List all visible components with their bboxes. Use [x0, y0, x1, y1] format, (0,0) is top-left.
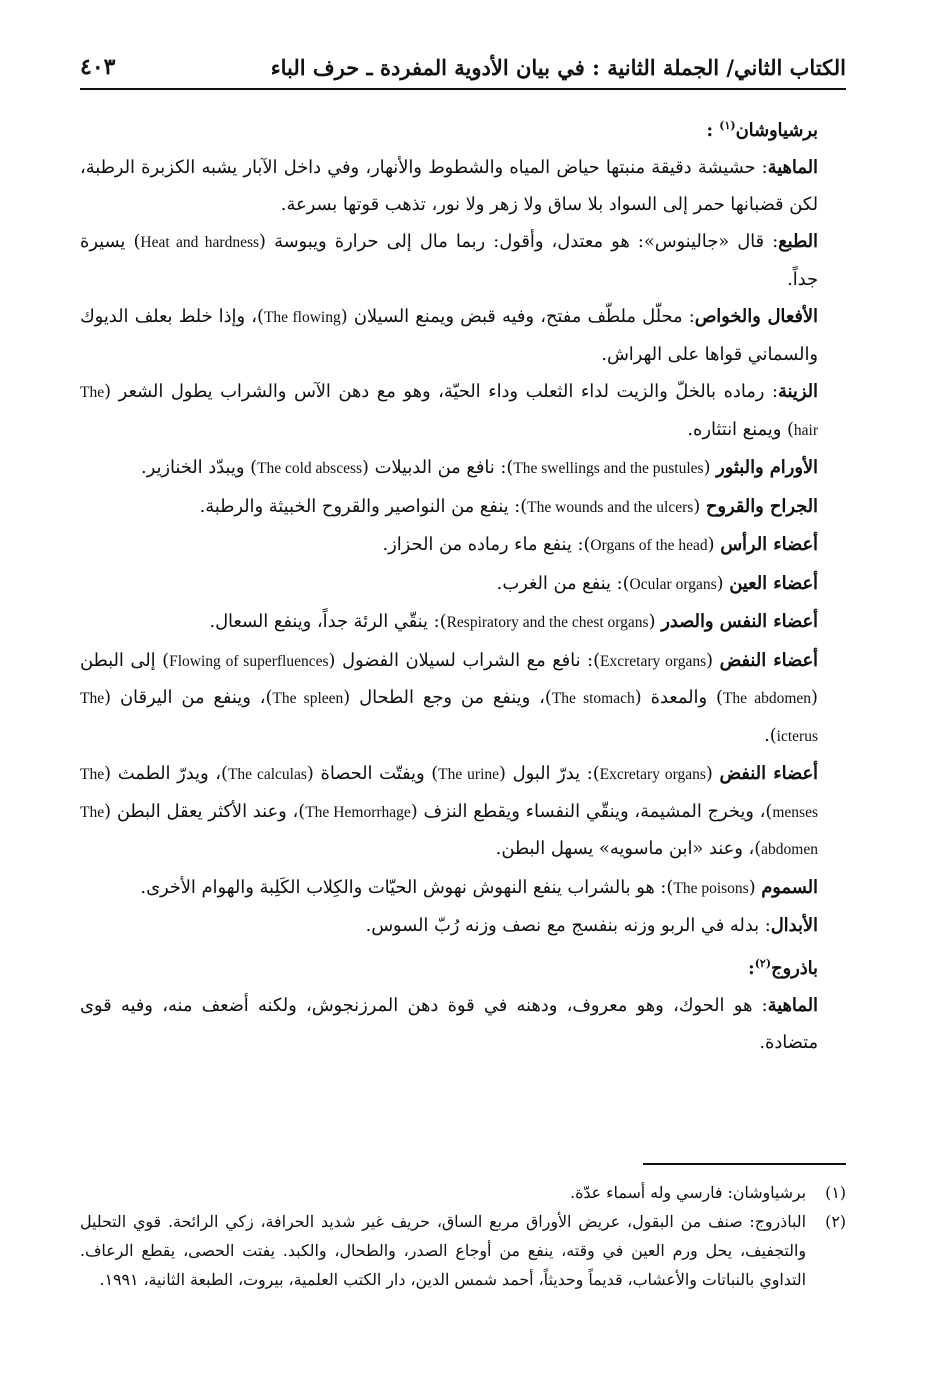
paragraph-text: : محلّل ملطّف مفتح، وفيه قبض ويمنع السيلان (: [340, 306, 695, 328]
paragraph-text: ): ينقّي الرئة جداً، وينفع السعال.: [209, 611, 447, 633]
footnote-2: [80, 1207, 846, 1294]
footnote-number: (٢): [825, 1212, 846, 1231]
english-term: The hair: [80, 384, 818, 439]
paragraph-excretory-2: [80, 756, 846, 869]
footnote-text: برشياوشان: فارسي وله أسماء عدّة.: [570, 1183, 806, 1202]
paragraph-respiratory: [80, 604, 846, 642]
heading-colon: :: [706, 119, 720, 141]
english-term: Ocular organs: [629, 575, 717, 593]
paragraph-text: ) ويبدّد الخنازير.: [141, 457, 258, 479]
english-term: The Hemorrhage: [305, 803, 411, 821]
paragraph-poisons: [80, 870, 846, 908]
paragraph-text: )، وعند «ابن ماسويه» يسهل البطن.: [495, 838, 762, 860]
paragraph-text: (: [705, 763, 720, 785]
section-label: أعضاء العين: [729, 572, 818, 594]
paragraph-text: ): ينفع من النواصير والقروح الخبيثة والرطبة.: [199, 495, 528, 517]
paragraph-text: ): هو بالشراب ينفع النهوش نهوش الحيّات والكِلاب الكَلِبة والهوام الأخرى.: [140, 876, 674, 898]
paragraph-text: ) والمعدة (: [634, 687, 723, 709]
english-term: The abdomen: [80, 803, 818, 859]
paragraph-eye-organs: [80, 566, 846, 604]
page-number: ٤٠٣: [80, 54, 116, 80]
entry-term: باذروج: [771, 957, 818, 979]
paragraph-nature: [80, 150, 846, 223]
paragraph-text: : رماده بالخلّ والزيت لداء الثعلب وداء الحيّة، وهو مع دهن الآس والشراب يطول الشعر (: [104, 381, 778, 403]
section-label: الزينة: [777, 381, 818, 403]
english-term: The abdomen: [722, 690, 812, 708]
entry-heading-barshiyawshan: [80, 108, 846, 149]
paragraph-text: : بدله في الربو وزنه بنفسج مع نصف وزنه رُبّ السوس.: [365, 915, 771, 937]
english-term: Excretary organs: [600, 652, 707, 670]
paragraph-text: )، وعند الأكثر يعقل البطن (: [104, 800, 306, 822]
footnote-ref[interactable]: (١): [719, 119, 736, 132]
paragraph-excretory-1: [80, 643, 846, 756]
paragraph-text: )، وينفع من اليرقان (: [104, 687, 273, 709]
paragraph-text: (: [706, 649, 720, 671]
footnotes: [80, 1178, 846, 1294]
english-term: Flowing of superfluences: [169, 652, 329, 670]
paragraph-text: ).: [764, 724, 777, 746]
section-label: الماهية: [767, 157, 818, 179]
english-term: The menses: [80, 766, 818, 821]
paragraph-text: ): نافع مع الشراب لسيلان الفضول (: [328, 649, 601, 671]
paragraph-text: )، ويخرج المشيمة، وينقّي النفساء ويقطع النزف (: [410, 800, 773, 822]
paragraph-text: ): نافع من الدبيلات (: [362, 457, 514, 479]
paragraph-actions: [80, 299, 846, 373]
paragraph-text: ) يسيرة جداً.: [80, 231, 818, 290]
paragraph-text: )، وينفع من وجع الطحال (: [343, 687, 552, 709]
section-label: الأبدال: [770, 915, 818, 937]
footnote-separator: [643, 1163, 846, 1165]
english-term: The flowing: [263, 309, 341, 327]
footnote-number: (١): [825, 1183, 846, 1202]
paragraph-text: ) ويفتّت الحصاة (: [306, 763, 439, 785]
english-term: Excretary organs: [599, 766, 706, 784]
paragraph-text: : قال «جالينوس»: هو معتدل، وأقول: ربما مال إلى حرارة ويبوسة (: [259, 231, 779, 253]
english-term: The poisons: [673, 879, 749, 897]
english-term: The wounds and the ulcers: [527, 498, 694, 516]
paragraph-text: (: [707, 534, 721, 556]
english-term: Organs of the head: [590, 537, 708, 555]
section-label: الماهية: [767, 995, 818, 1017]
footnote-text: الباذروج: صنف من البقول، عريض الأوراق مربع الساق، حريف غير شديد الحرافة، زكي الرائحة. قوي التحليل والتجفيف، يحل ورم العين في وقته، ينفع من أوجاع الصدر، والطحال، والكبد. يفتت الحصى، يقطع الرعاف. التداوي بالنباتات والأعشاب، قديماً وحديثاً، أحمد شمس الدين، دار الكتب العلمية، بيروت، الطبعة الثانية، ١٩٩١.: [80, 1212, 806, 1289]
running-title: الكتاب الثاني/ الجملة الثانية : في بيان الأدوية المفردة ـ حرف الباء: [270, 55, 846, 80]
section-label: الجراح والقروح: [705, 495, 818, 517]
paragraph-text: (: [716, 572, 730, 594]
paragraph-text: : حشيشة دقيقة منبتها حياض المياه والشطوط والأنهار، وفي داخل الآبار يشبه الكزبرة الرطبة، لكن قضبانها حمر إلى السواد بلا ساق ولا زهر ولا نور، تذهب قوتها بسرعة.: [80, 157, 818, 215]
paragraph-text: )، وإذا خلط بعلف الديوك والسماني قواها على الهراش.: [80, 306, 818, 365]
footnote-ref[interactable]: (٢): [754, 956, 772, 970]
paragraph-substitutes: [80, 908, 846, 945]
paragraph-text: ): ينفع ماء رماده من الحزاز.: [382, 534, 591, 556]
paragraph-swellings: [80, 450, 846, 488]
paragraph-cosmetic: [80, 374, 846, 449]
paragraph-text: (: [748, 876, 762, 898]
footnote-1: [80, 1178, 846, 1207]
paragraph-text: ) ويمنع انتثاره.: [687, 418, 794, 440]
paragraph-text: ) إلى البطن (: [80, 649, 818, 709]
paragraph-text: : هو الحوك، وهو معروف، ودهنه في قوة دهن المرزنجوش، ولكنه أضعف منه، وفيه قوى متضادة.: [80, 995, 818, 1053]
section-label: أعضاء النفس والصدر: [661, 611, 818, 633]
main-text: [80, 108, 846, 1062]
english-term: The urine: [438, 766, 500, 784]
english-term: Heat and hardness: [140, 234, 260, 252]
paragraph-wounds: [80, 489, 846, 527]
paragraph-text: (: [648, 611, 662, 633]
paragraph-nature-2: [80, 988, 846, 1061]
paragraph-text: (: [693, 495, 706, 517]
entry-heading-badhruj: [80, 946, 846, 987]
section-label: الأفعال والخواص: [694, 306, 818, 328]
english-term: The cold abscess: [257, 460, 363, 478]
english-term: The stomach: [551, 690, 635, 708]
english-term: The spleen: [272, 690, 344, 708]
paragraph-text: )، ويدرّ الطمث (: [104, 763, 228, 785]
paragraph-text: ): يدرّ البول (: [499, 763, 600, 785]
english-term: Respiratory and the chest organs: [446, 614, 649, 632]
section-label: أعضاء الرأس: [720, 534, 818, 556]
paragraph-head-organs: [80, 527, 846, 565]
english-term: The swellings and the pustules: [513, 460, 704, 478]
entry-term: برشياوشان: [735, 119, 818, 141]
section-label: أعضاء النفض: [719, 649, 819, 671]
section-label: السموم: [761, 876, 818, 898]
section-label: الأورام والبثور: [716, 457, 818, 479]
paragraph-temperament: [80, 224, 846, 298]
english-term: The calculas: [227, 766, 307, 784]
running-header: [80, 44, 846, 90]
heading-colon: :: [748, 957, 755, 979]
section-label: الطبع: [778, 231, 818, 253]
paragraph-text: ): ينفع من الغرب.: [496, 572, 630, 594]
english-term: The icterus: [80, 690, 818, 745]
section-label: أعضاء النفض: [719, 763, 818, 785]
paragraph-text: (: [703, 457, 717, 479]
